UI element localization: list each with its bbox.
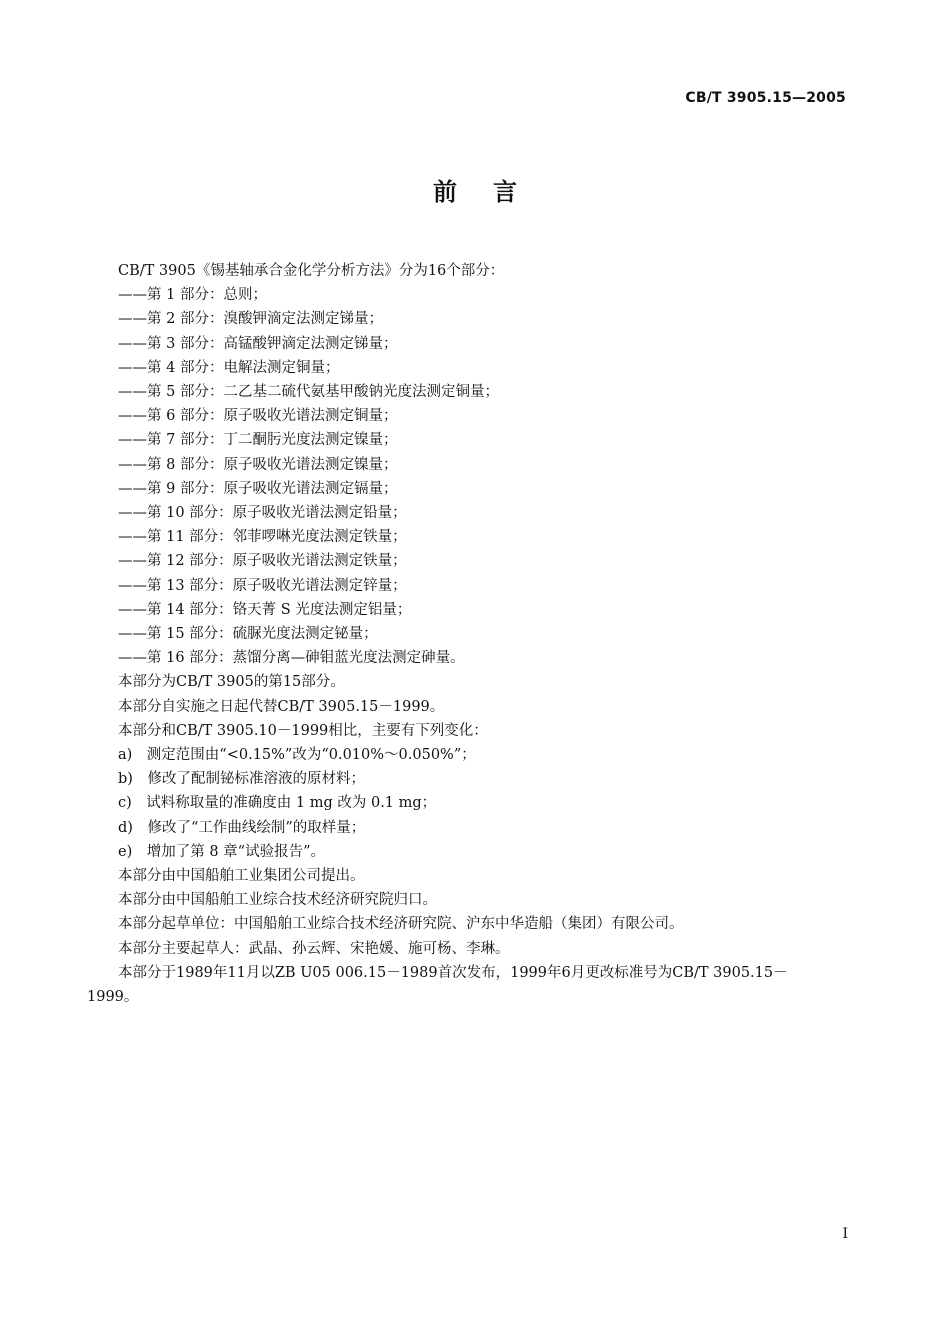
parts-list bbox=[87, 283, 857, 670]
list-item: ——第 6 部分：原子吸收光谱法测定铜量； bbox=[118, 408, 398, 425]
list-item: c) 试料称取量的准确度由 1 mg 改为 0.1 mg； bbox=[118, 795, 437, 812]
document-body bbox=[87, 259, 857, 1009]
list-item: ——第 12 部分：原子吸收光谱法测定铁量； bbox=[118, 553, 407, 570]
page-number: I bbox=[842, 1226, 848, 1242]
drafting-units-statement: 本部分起草单位：中国船舶工业综合技术经济研究院、沪东中华造船（集团）有限公司。 bbox=[118, 916, 684, 933]
list-item: ——第 9 部分：原子吸收光谱法测定镉量； bbox=[118, 480, 398, 497]
changes-intro: 本部分和CB/T 3905.10－1999相比，主要有下列变化： bbox=[118, 722, 488, 739]
list-item: ——第 11 部分：邻菲啰啉光度法测定铁量； bbox=[118, 529, 407, 546]
history-statement-continued: 1999。 bbox=[87, 989, 139, 1006]
managed-by-statement: 本部分由中国船舶工业综合技术经济研究院归口。 bbox=[118, 892, 437, 909]
list-item: ——第 8 部分：原子吸收光谱法测定镍量； bbox=[118, 456, 398, 473]
list-item: e) 增加了第 8 章“试验报告”。 bbox=[118, 843, 326, 860]
this-part-statement: 本部分为CB/T 3905的第15部分。 bbox=[118, 674, 345, 691]
list-item: ——第 13 部分：原子吸收光谱法测定锌量； bbox=[118, 577, 407, 594]
changes-list bbox=[87, 743, 857, 864]
list-item: b) 修改了配制铋标准溶液的原材料； bbox=[118, 771, 365, 788]
list-item: ——第 10 部分：原子吸收光谱法测定铅量； bbox=[118, 505, 407, 522]
standard-number: CB/T 3905.15—2005 bbox=[685, 90, 846, 106]
list-item: a) 测定范围由“<0.15%”改为“0.010%～0.050%”； bbox=[118, 747, 476, 764]
proposed-by-statement: 本部分由中国船舶工业集团公司提出。 bbox=[118, 868, 365, 885]
list-item: ——第 5 部分：二乙基二硫代氨基甲酸钠光度法测定铜量； bbox=[118, 384, 499, 401]
intro-paragraph: CB/T 3905《锡基轴承合金化学分析方法》分为16个部分： bbox=[118, 263, 505, 279]
list-item: d) 修改了“工作曲线绘制”的取样量； bbox=[118, 819, 366, 836]
list-item: ——第 3 部分：高锰酸钾滴定法测定锑量； bbox=[118, 335, 398, 352]
list-item: ——第 15 部分：硫脲光度法测定铋量； bbox=[118, 626, 378, 643]
list-item: ——第 14 部分：铬天菁 S 光度法测定铝量； bbox=[118, 601, 412, 618]
list-item: ——第 7 部分：丁二酮肟光度法测定镍量； bbox=[118, 432, 398, 449]
list-item: ——第 2 部分：溴酸钾滴定法测定锑量； bbox=[118, 311, 383, 328]
list-item: ——第 1 部分：总则； bbox=[118, 287, 267, 304]
drafters-statement: 本部分主要起草人：武晶、孙云辉、宋艳媛、施可杨、李琳。 bbox=[118, 940, 510, 957]
history-statement: 本部分于1989年11月以ZB U05 006.15－1989首次发布，1999年6月更改标准号为CB/T 3905.15－ bbox=[118, 964, 788, 981]
page-title: 前言 bbox=[433, 178, 553, 206]
list-item: ——第 16 部分：蒸馏分离—砷钼蓝光度法测定砷量。 bbox=[118, 650, 465, 667]
list-item: ——第 4 部分：电解法测定铜量； bbox=[118, 359, 340, 376]
replaces-statement: 本部分自实施之日起代替CB/T 3905.15－1999。 bbox=[118, 698, 445, 715]
